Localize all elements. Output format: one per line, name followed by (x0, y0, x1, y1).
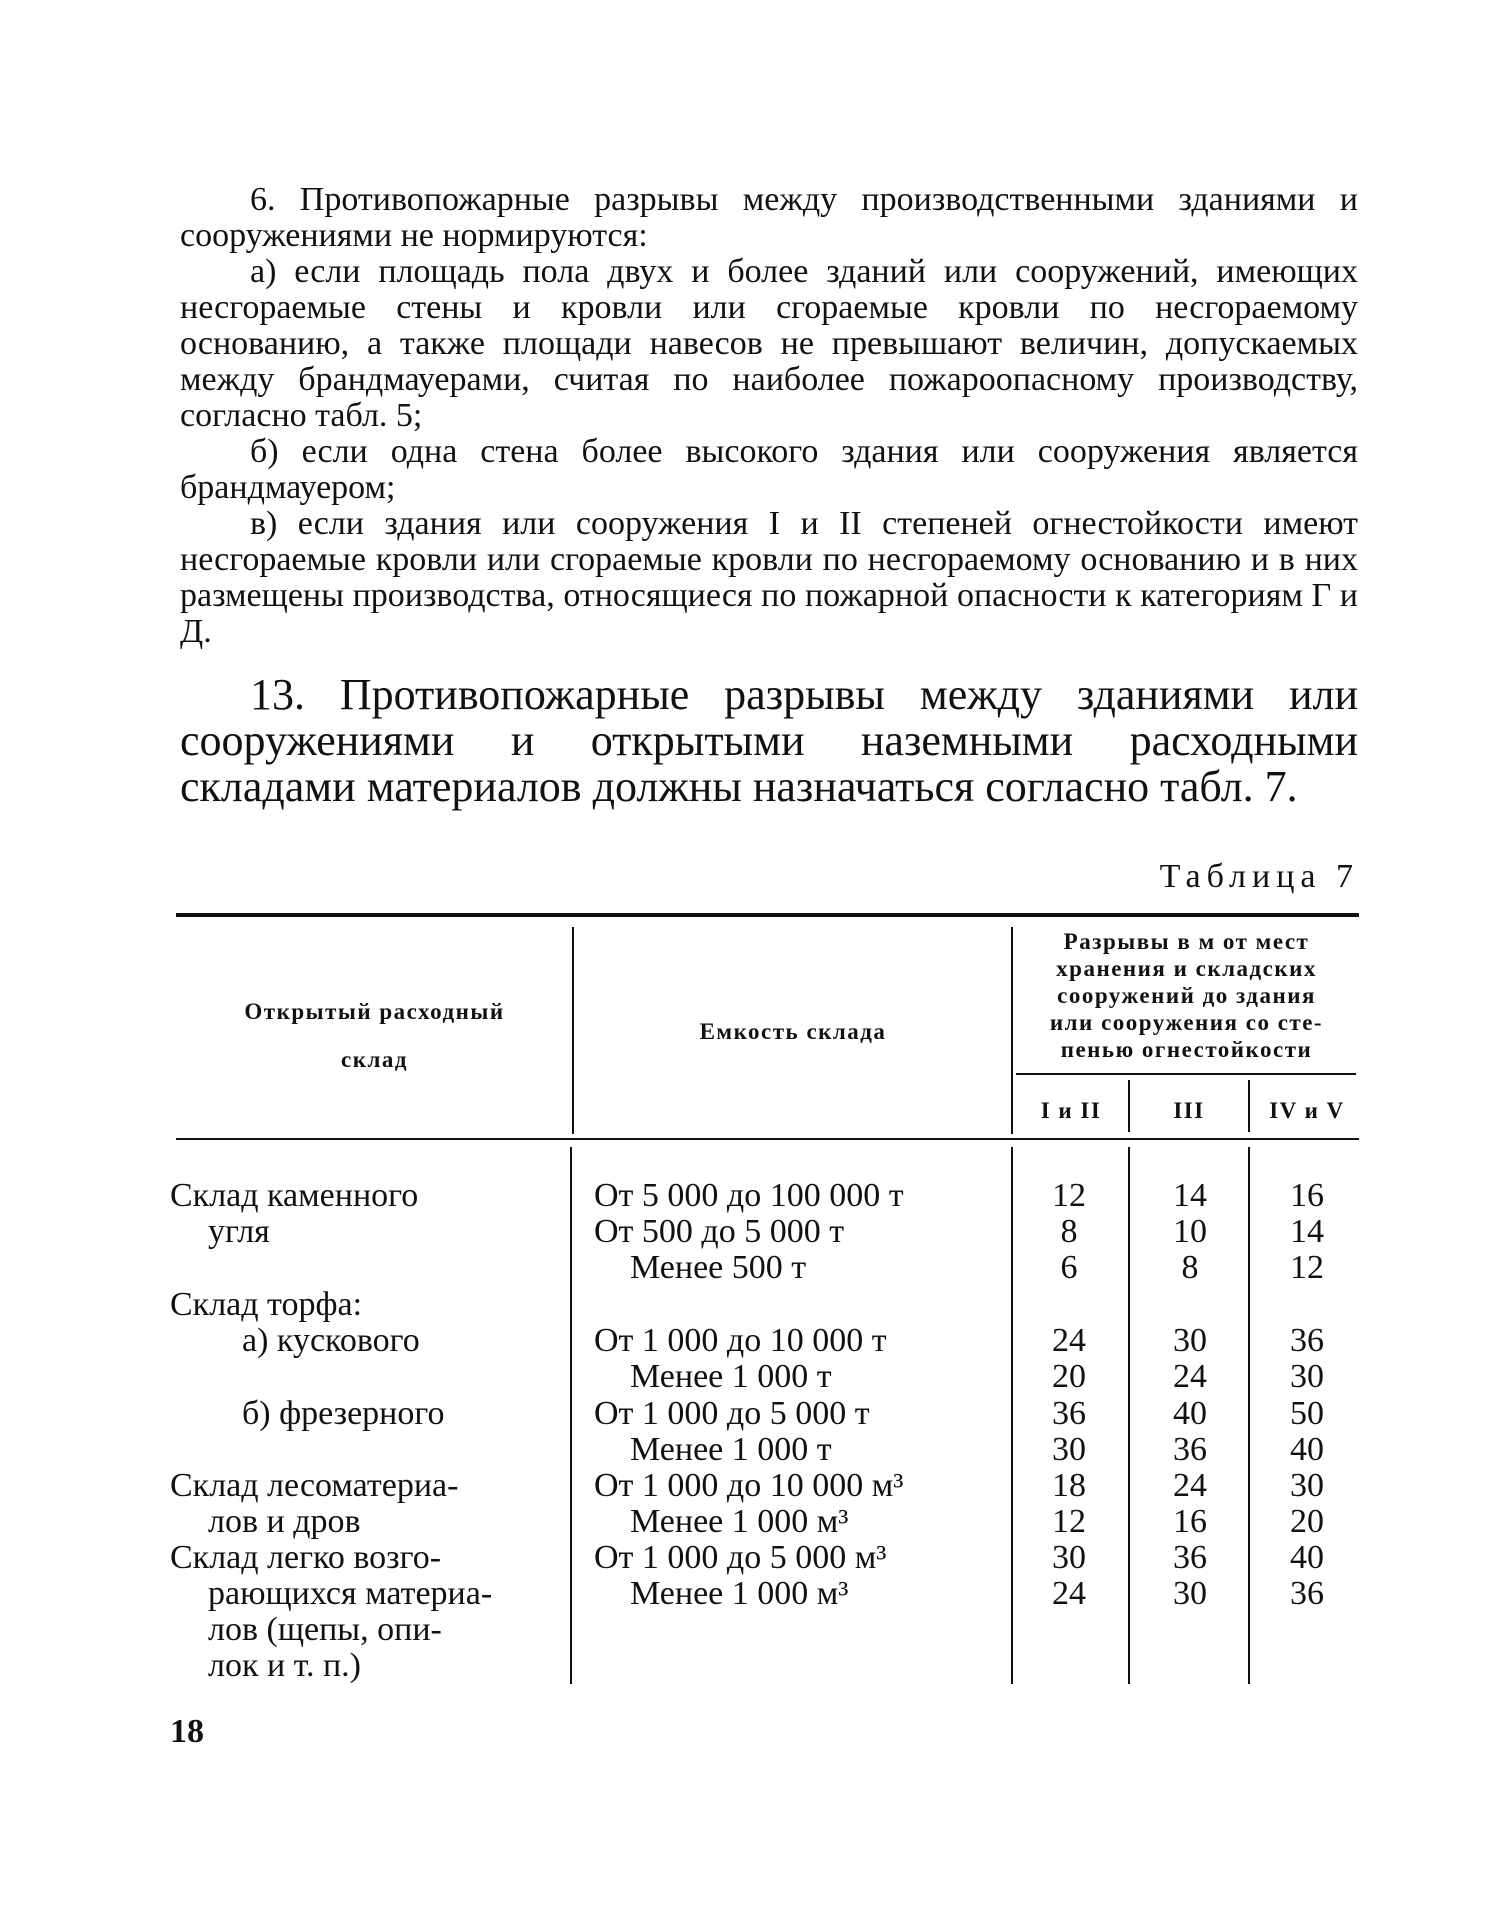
paragraph-6-intro: 6. Противопожарные разрывы между производственными зданиями и сооружениями не нормируются: (180, 181, 1358, 254)
row-1-value-3: 16 (1290, 1177, 1324, 1214)
row-2-capacity: От 500 до 5 000 т (594, 1213, 845, 1250)
row-1-capacity: От 5 000 до 100 000 т (594, 1177, 904, 1214)
row-8-value-1: 18 (1052, 1467, 1086, 1504)
row-4-value-3: 36 (1290, 1322, 1324, 1359)
row-3-capacity: Менее 500 т (630, 1249, 807, 1286)
row-9-value-1: 12 (1052, 1503, 1086, 1540)
row-peat-name-line1: Склад торфа: (170, 1286, 363, 1323)
table-vline-body-4 (1248, 1147, 1250, 1684)
row-8-capacity: От 1 000 до 10 000 м³ (594, 1467, 904, 1504)
row-5-capacity: Менее 1 000 т (630, 1358, 832, 1395)
header-distance-group (1014, 928, 1359, 1063)
row-9-capacity: Менее 1 000 м³ (630, 1503, 849, 1540)
row-6-capacity: От 1 000 до 5 000 т (594, 1395, 870, 1432)
table-caption: Таблица 7 (1159, 858, 1359, 895)
table-vline-2 (1011, 927, 1013, 1134)
table-vline-body-3 (1128, 1147, 1130, 1684)
row-peat-milled-name: б) фрезерного (242, 1395, 445, 1432)
row-4-capacity: От 1 000 до 10 000 т (594, 1322, 887, 1359)
row-timber-name-line1: Склад лесоматериа- (170, 1467, 459, 1504)
row-2-value-3: 14 (1290, 1213, 1324, 1250)
paragraph-6-item-b: б) если одна стена более высокого здания или сооружения является брандмауером; (180, 433, 1358, 506)
header-distance-line1: Разрывы в м от мест (1063, 929, 1310, 954)
row-flammable-name-line3: лов (щепы, опи- (208, 1611, 442, 1648)
row-7-capacity: Менее 1 000 т (630, 1431, 832, 1468)
header-distance-line3: сооружений до здания (1057, 983, 1316, 1008)
row-4-value-2: 30 (1173, 1322, 1207, 1359)
row-3-value-2: 8 (1181, 1249, 1199, 1286)
row-3-value-1: 6 (1060, 1249, 1078, 1286)
row-10-value-1: 30 (1052, 1539, 1086, 1576)
row-6-value-3: 50 (1290, 1395, 1324, 1432)
row-4-value-1: 24 (1052, 1322, 1086, 1359)
row-coal-name (170, 1178, 550, 1250)
row-11-value-2: 30 (1173, 1575, 1207, 1612)
header-distance-line5: пенью огнестойкости (1060, 1037, 1313, 1062)
header-sub-3: III (1173, 1098, 1205, 1123)
page-number: 18 (170, 1713, 204, 1750)
row-coal-name-line1: Склад каменного (170, 1177, 419, 1214)
table-top-rule (176, 913, 1359, 917)
header-sub-1-2: I и II (1040, 1098, 1102, 1123)
table-vline-1 (572, 927, 574, 1134)
row-timber-name (170, 1468, 550, 1540)
row-9-value-3: 20 (1290, 1503, 1324, 1540)
table-vline-3 (1128, 1080, 1130, 1132)
row-2-value-1: 8 (1060, 1213, 1078, 1250)
row-10-capacity: От 1 000 до 5 000 м³ (594, 1539, 887, 1576)
row-2-value-2: 10 (1173, 1213, 1207, 1250)
row-peat-name-line2: а) кускового (242, 1322, 420, 1359)
row-coal-name-line2: угля (208, 1213, 270, 1250)
paragraph-13-text: 13. Противопожарные разрывы между зданиями или сооружениями и открытыми наземными расходными складами материалов должны назначаться согласно табл. 7. (180, 670, 1358, 811)
paragraph-6 (180, 182, 1358, 650)
row-flammable-name-line1: Склад легко возго- (170, 1539, 442, 1576)
row-timber-name-line2: лов и дров (208, 1503, 361, 1540)
row-7-value-1: 30 (1052, 1431, 1086, 1468)
paragraph-6-item-a: а) если площадь пола двух и более зданий или сооружений, имеющих несгораемые стены и кровли или сгораемые кровли по несгораемому основанию, а также площади навесов не превышают величин, допускаемых между брандмауерами, считая по наиболее пожароопасному производству, согласно табл. 5; (180, 253, 1358, 434)
row-flammable-name-line4: лок и т. п.) (208, 1647, 361, 1684)
row-11-capacity: Менее 1 000 м³ (630, 1575, 849, 1612)
header-open-warehouse-line1: Открытый расходный (244, 999, 505, 1024)
header-capacity: Емкость склада (699, 1019, 887, 1044)
row-11-value-1: 24 (1052, 1575, 1086, 1612)
row-10-value-2: 36 (1173, 1539, 1207, 1576)
row-flammable-name (170, 1540, 550, 1684)
row-8-value-3: 30 (1290, 1467, 1324, 1504)
row-5-value-2: 24 (1173, 1358, 1207, 1395)
row-1-value-2: 14 (1173, 1177, 1207, 1214)
header-open-warehouse (182, 988, 567, 1084)
row-11-value-3: 36 (1290, 1575, 1324, 1612)
row-8-value-2: 24 (1173, 1467, 1207, 1504)
header-bottom-rule (176, 1138, 1359, 1140)
row-7-value-3: 40 (1290, 1431, 1324, 1468)
header-sub-4-5: IV и V (1269, 1098, 1345, 1123)
row-5-value-1: 20 (1052, 1358, 1086, 1395)
row-5-value-3: 30 (1290, 1358, 1324, 1395)
row-flammable-name-line2: рающихся материа- (208, 1575, 493, 1612)
header-distance-line2: хранения и складских (1056, 956, 1317, 981)
row-peat-name (170, 1287, 550, 1359)
row-10-value-3: 40 (1290, 1539, 1324, 1576)
row-3-value-3: 12 (1290, 1249, 1324, 1286)
row-6-value-2: 40 (1173, 1395, 1207, 1432)
row-7-value-2: 36 (1173, 1431, 1207, 1468)
header-open-warehouse-line2: склад (341, 1047, 408, 1072)
row-9-value-2: 16 (1173, 1503, 1207, 1540)
row-1-value-1: 12 (1052, 1177, 1086, 1214)
paragraph-13 (180, 672, 1358, 810)
header-distance-line4: или сооружения со сте- (1049, 1010, 1324, 1035)
row-6-value-1: 36 (1052, 1395, 1086, 1432)
table-vline-4 (1248, 1080, 1250, 1132)
paragraph-6-item-v: в) если здания или сооружения I и II степеней огнестойкости имеют несгораемые кровли или сгораемые кровли по несгораемому основанию и в них размещены производства, относящиеся по пожарной опасности к категориям Г и Д. (180, 505, 1358, 650)
header-group-rule (1016, 1073, 1356, 1075)
